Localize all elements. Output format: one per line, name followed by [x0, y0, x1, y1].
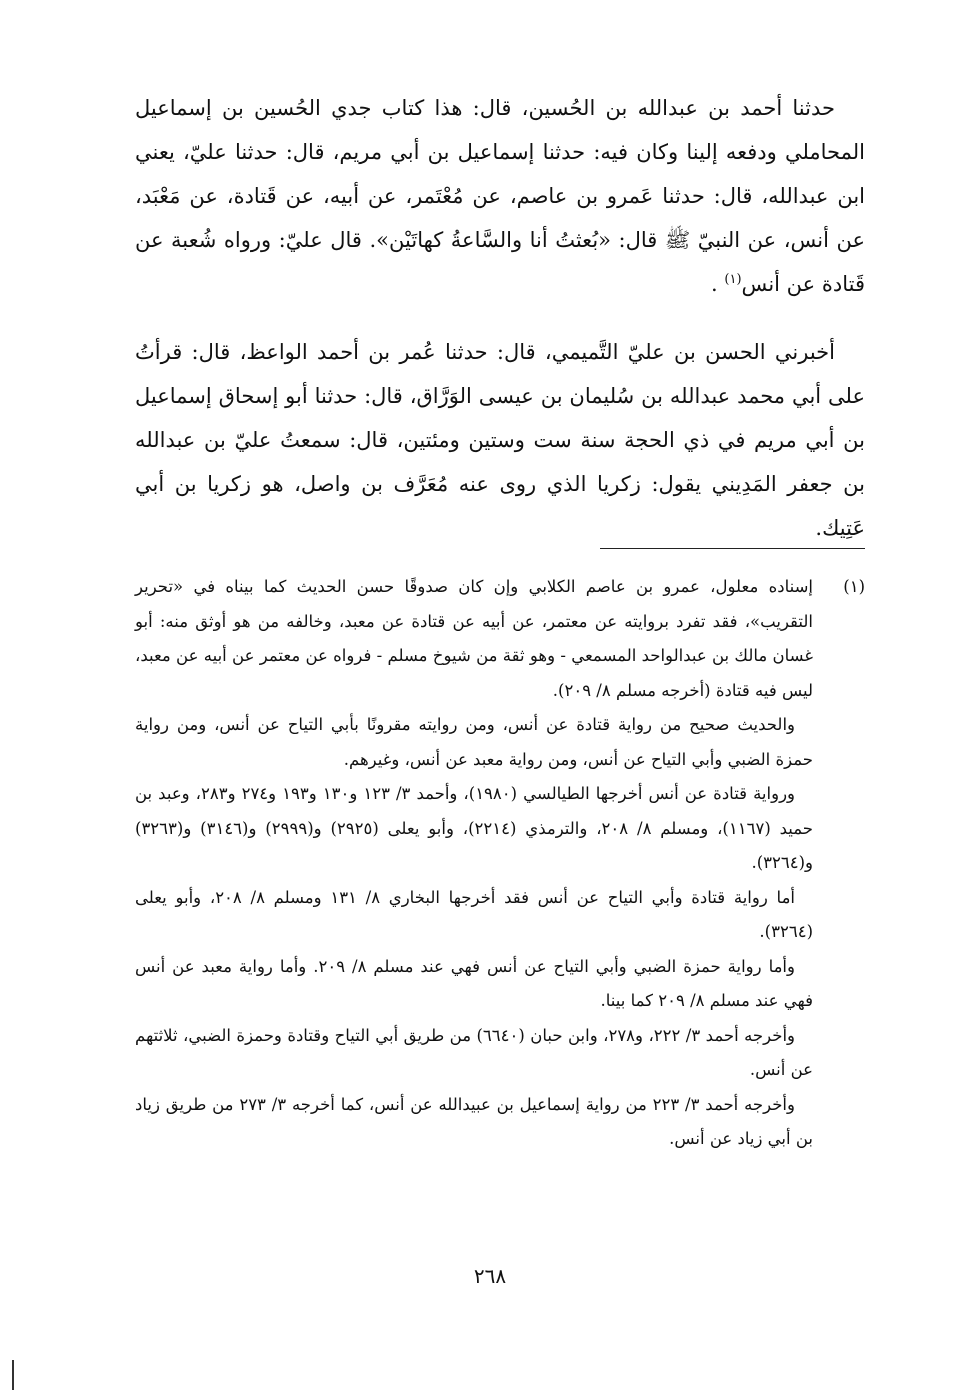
footnote-separator: [600, 548, 865, 549]
footnote-paragraph: ورواية قتادة عن أنس أخرجها الطيالسي (١٩٨٠)، وأحمد ٣/ ١٢٣ و١٣٠ و١٩٣ و٢٧٤ و٢٨٣، وعبد بن حميد (١١٦٧)، ومسلم ٨/ ٢٠٨، والترمذي (٢٢١٤)، وأبو يعلى (٢٩٢٥) و(٢٩٩٩) و(٣١٤٦) و(٣٢٦٣) و(٣٢٦٤).: [135, 784, 813, 872]
footnote-number: (١): [843, 577, 865, 596]
paragraph-text: حدثنا أحمد بن عبدالله بن الحُسين، قال: هذا كتاب جدي الحُسين بن إسماعيل المحاملي ودفعه إلينا وكان فيه: حدثنا إسماعيل بن أبي مريم، قال: حدثنا عليّ، يعني ابن عبدالله، قال: حدثنا عَمرو بن عاصم، عن مُعْتَمر، عن أبيه، عن قَتادة، عن مَعْبَد، عن أنس، عن النبيّ ﷺ قال: «بُعثتُ أنا والسَّاعةُ كهاتَيْن». قال عليّ: ورواه شُعبة عن قَتادة عن أنس: [135, 96, 865, 296]
footnote-paragraph: أما رواية قتادة وأبي التياح عن أنس فقد أخرجها البخاري ٨/ ١٣١ ومسلم ٨/ ٢٠٨، وأبو يعلى (٣٢٦٤).: [135, 887, 813, 941]
hadith-paragraph: [135, 86, 865, 306]
footnotes-section: [135, 570, 865, 1157]
footnote-paragraph: إسناده معلول، عمرو بن عاصم الكلابي وإن كان صدوقًا حسن الحديث كما بيناه في «تحرير التقريب»، فقد تفرد بروايته عن معتمر، عن أبيه عن قتادة عن معبد، وخالفه من هو أوثق منه: أبو غسان مالك بن عبدالواحد المسمعي - وهو ثقة من شيوخ مسلم - فرواه عن معتمر عن أبيه عن معبد، ليس فيه قتادة (أخرجه مسلم ٨/ ٢٠٩).: [135, 577, 813, 700]
footnote-paragraph: وأما رواية حمزة الضبي وأبي التياح عن أنس فهي عند مسلم ٨/ ٢٠٩. وأما رواية معبد عن أنس فهي عند مسلم ٨/ ٢٠٩ كما بينا.: [135, 956, 813, 1010]
main-paragraph-2: [135, 330, 865, 550]
footnote-1: [135, 570, 865, 708]
narration-paragraph: أخبرني الحسن بن عليّ التَّميمي، قال: حدثنا عُمر بن أحمد الواعظ، قال: قرأتُ على أبي محمد عبدالله بن سُليمان بن عيسى الوَرَّاق، قال: حدثنا أبو إسحاق إسماعيل بن أبي مريم في ذي الحجة سنة ست وستين ومئتين، قال: سمعتُ عليّ بن عبدالله بن جعفر المَدِيني يقول: زكريا الذي روى عنه مُعَرَّف بن واصل، هو زكريا بن أبي عَتِيك.: [135, 340, 865, 540]
scan-artifact: [12, 1360, 14, 1390]
paragraph-terminator: .: [711, 272, 725, 296]
footnote-paragraph: والحديث صحيح من رواية قتادة عن أنس، ومن روايته مقرونًا بأبي التياح عن أنس، ومن رواية حمزة الضبي وأبي التياح عن أنس، ومن رواية معبد عن أنس، وغيرهم.: [135, 715, 813, 769]
page-number: ٢٦٨: [473, 1264, 507, 1288]
footnote-paragraph: وأخرجه أحمد ٣/ ٢٢٢، و٢٧٨، وابن حبان (٦٦٤٠) من طريق أبي التياح وقتادة وحمزة الضبي، ثلاثتهم عن أنس.: [135, 1025, 813, 1079]
main-paragraph-1: [135, 86, 865, 306]
footnote-reference: (١): [724, 272, 742, 287]
footnote-paragraph: وأخرجه أحمد ٣/ ٢٢٣ من رواية إسماعيل بن عبيدالله عن أنس، كما أخرجه ٣/ ٢٧٣ من طريق زياد بن أبي زياد عن أنس.: [135, 1094, 813, 1148]
